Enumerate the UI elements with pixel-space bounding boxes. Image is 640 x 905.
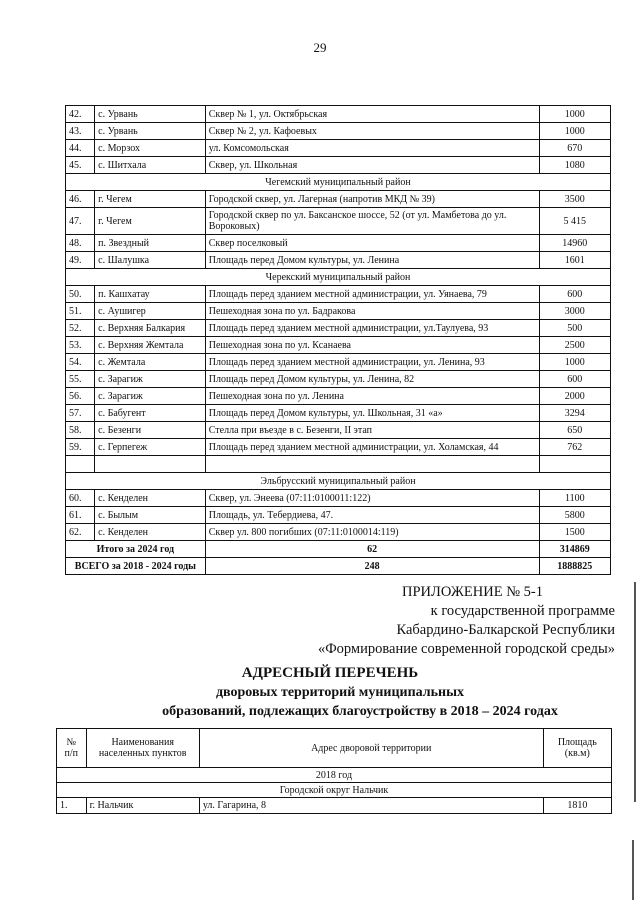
table-row xyxy=(57,798,612,814)
row-address: Площадь, ул. Тебердиева, 47. xyxy=(205,507,539,524)
table-row xyxy=(66,208,611,235)
row-address: Сквер № 2, ул. Кафоевых xyxy=(205,123,539,140)
row-area: 1000 xyxy=(539,354,610,371)
row-address: ул. Комсомольская xyxy=(205,140,539,157)
total-label: ВСЕГО за 2018 - 2024 годы xyxy=(66,558,206,575)
district-label: Чегемский муниципальный район xyxy=(66,174,611,191)
row-area: 5 415 xyxy=(539,208,610,235)
table-row xyxy=(66,371,611,388)
row-area: 14960 xyxy=(539,235,610,252)
row-address: Площадь перед зданием местной администрации, ул. Уянаева, 79 xyxy=(205,286,539,303)
table-row xyxy=(66,439,611,456)
district-row xyxy=(66,269,611,286)
table-row xyxy=(66,252,611,269)
row-place: п. Звездный xyxy=(95,235,206,252)
row-address: Площадь перед Домом культуры, ул. Школьная, 31 «а» xyxy=(205,405,539,422)
row-address: Пешеходная зона по ул. Бадракова xyxy=(205,303,539,320)
header-area: Площадь (кв.м) xyxy=(543,729,611,768)
total-count: 248 xyxy=(205,558,539,575)
table-row xyxy=(66,106,611,123)
row-address: Стелла при въезде в с. Безенги, II этап xyxy=(205,422,539,439)
table-row xyxy=(66,405,611,422)
row-area: 1601 xyxy=(539,252,610,269)
table-row xyxy=(66,422,611,439)
row-area: 2000 xyxy=(539,388,610,405)
header-place: Наименования населенных пунктов xyxy=(86,729,199,768)
row-area: 1500 xyxy=(539,524,610,541)
row-area: 1000 xyxy=(539,106,610,123)
row-num: 46. xyxy=(66,191,95,208)
row-num: 59. xyxy=(66,439,95,456)
row-num: 45. xyxy=(66,157,95,174)
row-area: 762 xyxy=(539,439,610,456)
row-place: с. Шитхала xyxy=(95,157,206,174)
total-row xyxy=(66,558,611,575)
total-row xyxy=(66,541,611,558)
row-area: 3294 xyxy=(539,405,610,422)
row-area: 1080 xyxy=(539,157,610,174)
table-row xyxy=(66,320,611,337)
row-address: Пешеходная зона по ул. Ксанаева xyxy=(205,337,539,354)
total-area: 1888825 xyxy=(539,558,610,575)
row-address: Площадь перед Домом культуры, ул. Ленина xyxy=(205,252,539,269)
scan-edge-mark-lower xyxy=(632,840,634,900)
row-area: 3500 xyxy=(539,191,610,208)
total-count: 62 xyxy=(205,541,539,558)
row-place: с. Шалушка xyxy=(95,252,206,269)
row-address: Сквер ул. 800 погибших (07:11:0100014:119) xyxy=(205,524,539,541)
row-area: 1100 xyxy=(539,490,610,507)
row-place: с. Верхняя Жемтала xyxy=(95,337,206,354)
row-place: с. Кенделен xyxy=(95,490,206,507)
blank-cell xyxy=(205,456,539,473)
district-label: Черекский муниципальный район xyxy=(66,269,611,286)
row-area: 650 xyxy=(539,422,610,439)
row-address: Площадь перед зданием местной администрации, ул. Ленина, 93 xyxy=(205,354,539,371)
row-num: 55. xyxy=(66,371,95,388)
blank-cell xyxy=(539,456,610,473)
district-label: Эльбрусский муниципальный район xyxy=(66,473,611,490)
header-address: Адрес дворовой территории xyxy=(199,729,543,768)
table-row xyxy=(66,235,611,252)
row-num: 43. xyxy=(66,123,95,140)
header-num: № п/п xyxy=(57,729,87,768)
table-row xyxy=(66,123,611,140)
yard-territories-table xyxy=(56,728,612,814)
heading-line-3: образований, подлежащих благоустройству в 2018 – 2024 годах xyxy=(162,704,558,719)
row-num: 53. xyxy=(66,337,95,354)
row-num: 52. xyxy=(66,320,95,337)
row-place: с. Урвань xyxy=(95,106,206,123)
row-address: Пешеходная зона по ул. Ленина xyxy=(205,388,539,405)
table-row xyxy=(66,157,611,174)
row-place: с. Жемтала xyxy=(95,354,206,371)
row-num: 62. xyxy=(66,524,95,541)
heading-line-1: АДРЕСНЫЙ ПЕРЕЧЕНЬ xyxy=(241,665,419,681)
row-area: 1810 xyxy=(543,798,611,814)
table-row xyxy=(66,303,611,320)
row-num: 42. xyxy=(66,106,95,123)
appendix-title: ПРИЛОЖЕНИЕ № 5-1 xyxy=(401,584,543,600)
row-num: 58. xyxy=(66,422,95,439)
row-num: 44. xyxy=(66,140,95,157)
row-address: Сквер, ул. Энеева (07:11:0100011:122) xyxy=(205,490,539,507)
row-num: 60. xyxy=(66,490,95,507)
row-place: с. Зарагиж xyxy=(95,371,206,388)
document-heading xyxy=(40,664,620,721)
row-place: с. Былым xyxy=(95,507,206,524)
appendix-block xyxy=(270,583,615,659)
page-number: 29 xyxy=(313,40,327,55)
blank-cell xyxy=(66,456,95,473)
heading-line-2: дворовых территорий муниципальных xyxy=(215,685,465,700)
appendix-line-3: «Формирование современной городской среды» xyxy=(317,641,615,657)
district-label: Городской округ Нальчик xyxy=(57,783,612,798)
row-area: 600 xyxy=(539,286,610,303)
row-place: с. Безенги xyxy=(95,422,206,439)
row-place: с. Герпегеж xyxy=(95,439,206,456)
table-row xyxy=(66,140,611,157)
table-row xyxy=(66,191,611,208)
table-row xyxy=(66,388,611,405)
row-place: г. Чегем xyxy=(95,191,206,208)
row-num: 54. xyxy=(66,354,95,371)
table-row xyxy=(66,524,611,541)
scan-edge-mark xyxy=(634,582,636,802)
row-place: г. Чегем xyxy=(95,208,206,235)
row-place: с. Морзох xyxy=(95,140,206,157)
row-num: 56. xyxy=(66,388,95,405)
table-header-row xyxy=(57,729,612,768)
row-place: с. Урвань xyxy=(95,123,206,140)
appendix-line-2: Кабардино-Балкарской Республики xyxy=(396,622,615,638)
row-num: 48. xyxy=(66,235,95,252)
row-area: 2500 xyxy=(539,337,610,354)
row-address: Площадь перед зданием местной администрации, ул.Таулуева, 93 xyxy=(205,320,539,337)
row-num: 51. xyxy=(66,303,95,320)
row-num: 61. xyxy=(66,507,95,524)
row-address: Сквер поселковый xyxy=(205,235,539,252)
row-num: 47. xyxy=(66,208,95,235)
row-num: 49. xyxy=(66,252,95,269)
table-row xyxy=(66,507,611,524)
row-area: 500 xyxy=(539,320,610,337)
row-num: 57. xyxy=(66,405,95,422)
row-place: п. Кашхатау xyxy=(95,286,206,303)
row-area: 600 xyxy=(539,371,610,388)
row-area: 670 xyxy=(539,140,610,157)
district-row xyxy=(66,174,611,191)
row-address: ул. Гагарина, 8 xyxy=(199,798,543,814)
row-area: 1000 xyxy=(539,123,610,140)
district-row xyxy=(66,473,611,490)
row-address: Площадь перед зданием местной администрации, ул. Холамская, 44 xyxy=(205,439,539,456)
row-place: с. Верхняя Балкария xyxy=(95,320,206,337)
row-num: 1. xyxy=(57,798,87,814)
row-address: Сквер № 1, ул. Октябрьская xyxy=(205,106,539,123)
row-place: с. Бабугент xyxy=(95,405,206,422)
row-num: 50. xyxy=(66,286,95,303)
row-area: 5800 xyxy=(539,507,610,524)
territories-table-continued xyxy=(65,105,611,575)
year-label: 2018 год xyxy=(57,768,612,783)
table-row xyxy=(66,490,611,507)
blank-row xyxy=(66,456,611,473)
blank-cell xyxy=(95,456,206,473)
row-place: с. Кенделен xyxy=(95,524,206,541)
row-address: Городской сквер по ул. Баксанское шоссе, 52 (от ул. Мамбетова до ул. Вороковых) xyxy=(205,208,539,235)
table-row xyxy=(66,354,611,371)
year-row xyxy=(57,768,612,783)
appendix-line-1: к государственной программе xyxy=(430,603,615,619)
table-row xyxy=(66,337,611,354)
row-place: г. Нальчик xyxy=(86,798,199,814)
table-row xyxy=(66,286,611,303)
row-address: Городской сквер, ул. Лагерная (напротив МКД № 39) xyxy=(205,191,539,208)
district-row xyxy=(57,783,612,798)
row-address: Площадь перед Домом культуры, ул. Ленина, 82 xyxy=(205,371,539,388)
row-area: 3000 xyxy=(539,303,610,320)
row-place: с. Аушигер xyxy=(95,303,206,320)
total-area: 314869 xyxy=(539,541,610,558)
row-address: Сквер, ул. Школьная xyxy=(205,157,539,174)
row-place: с. Зарагиж xyxy=(95,388,206,405)
total-label: Итого за 2024 год xyxy=(66,541,206,558)
